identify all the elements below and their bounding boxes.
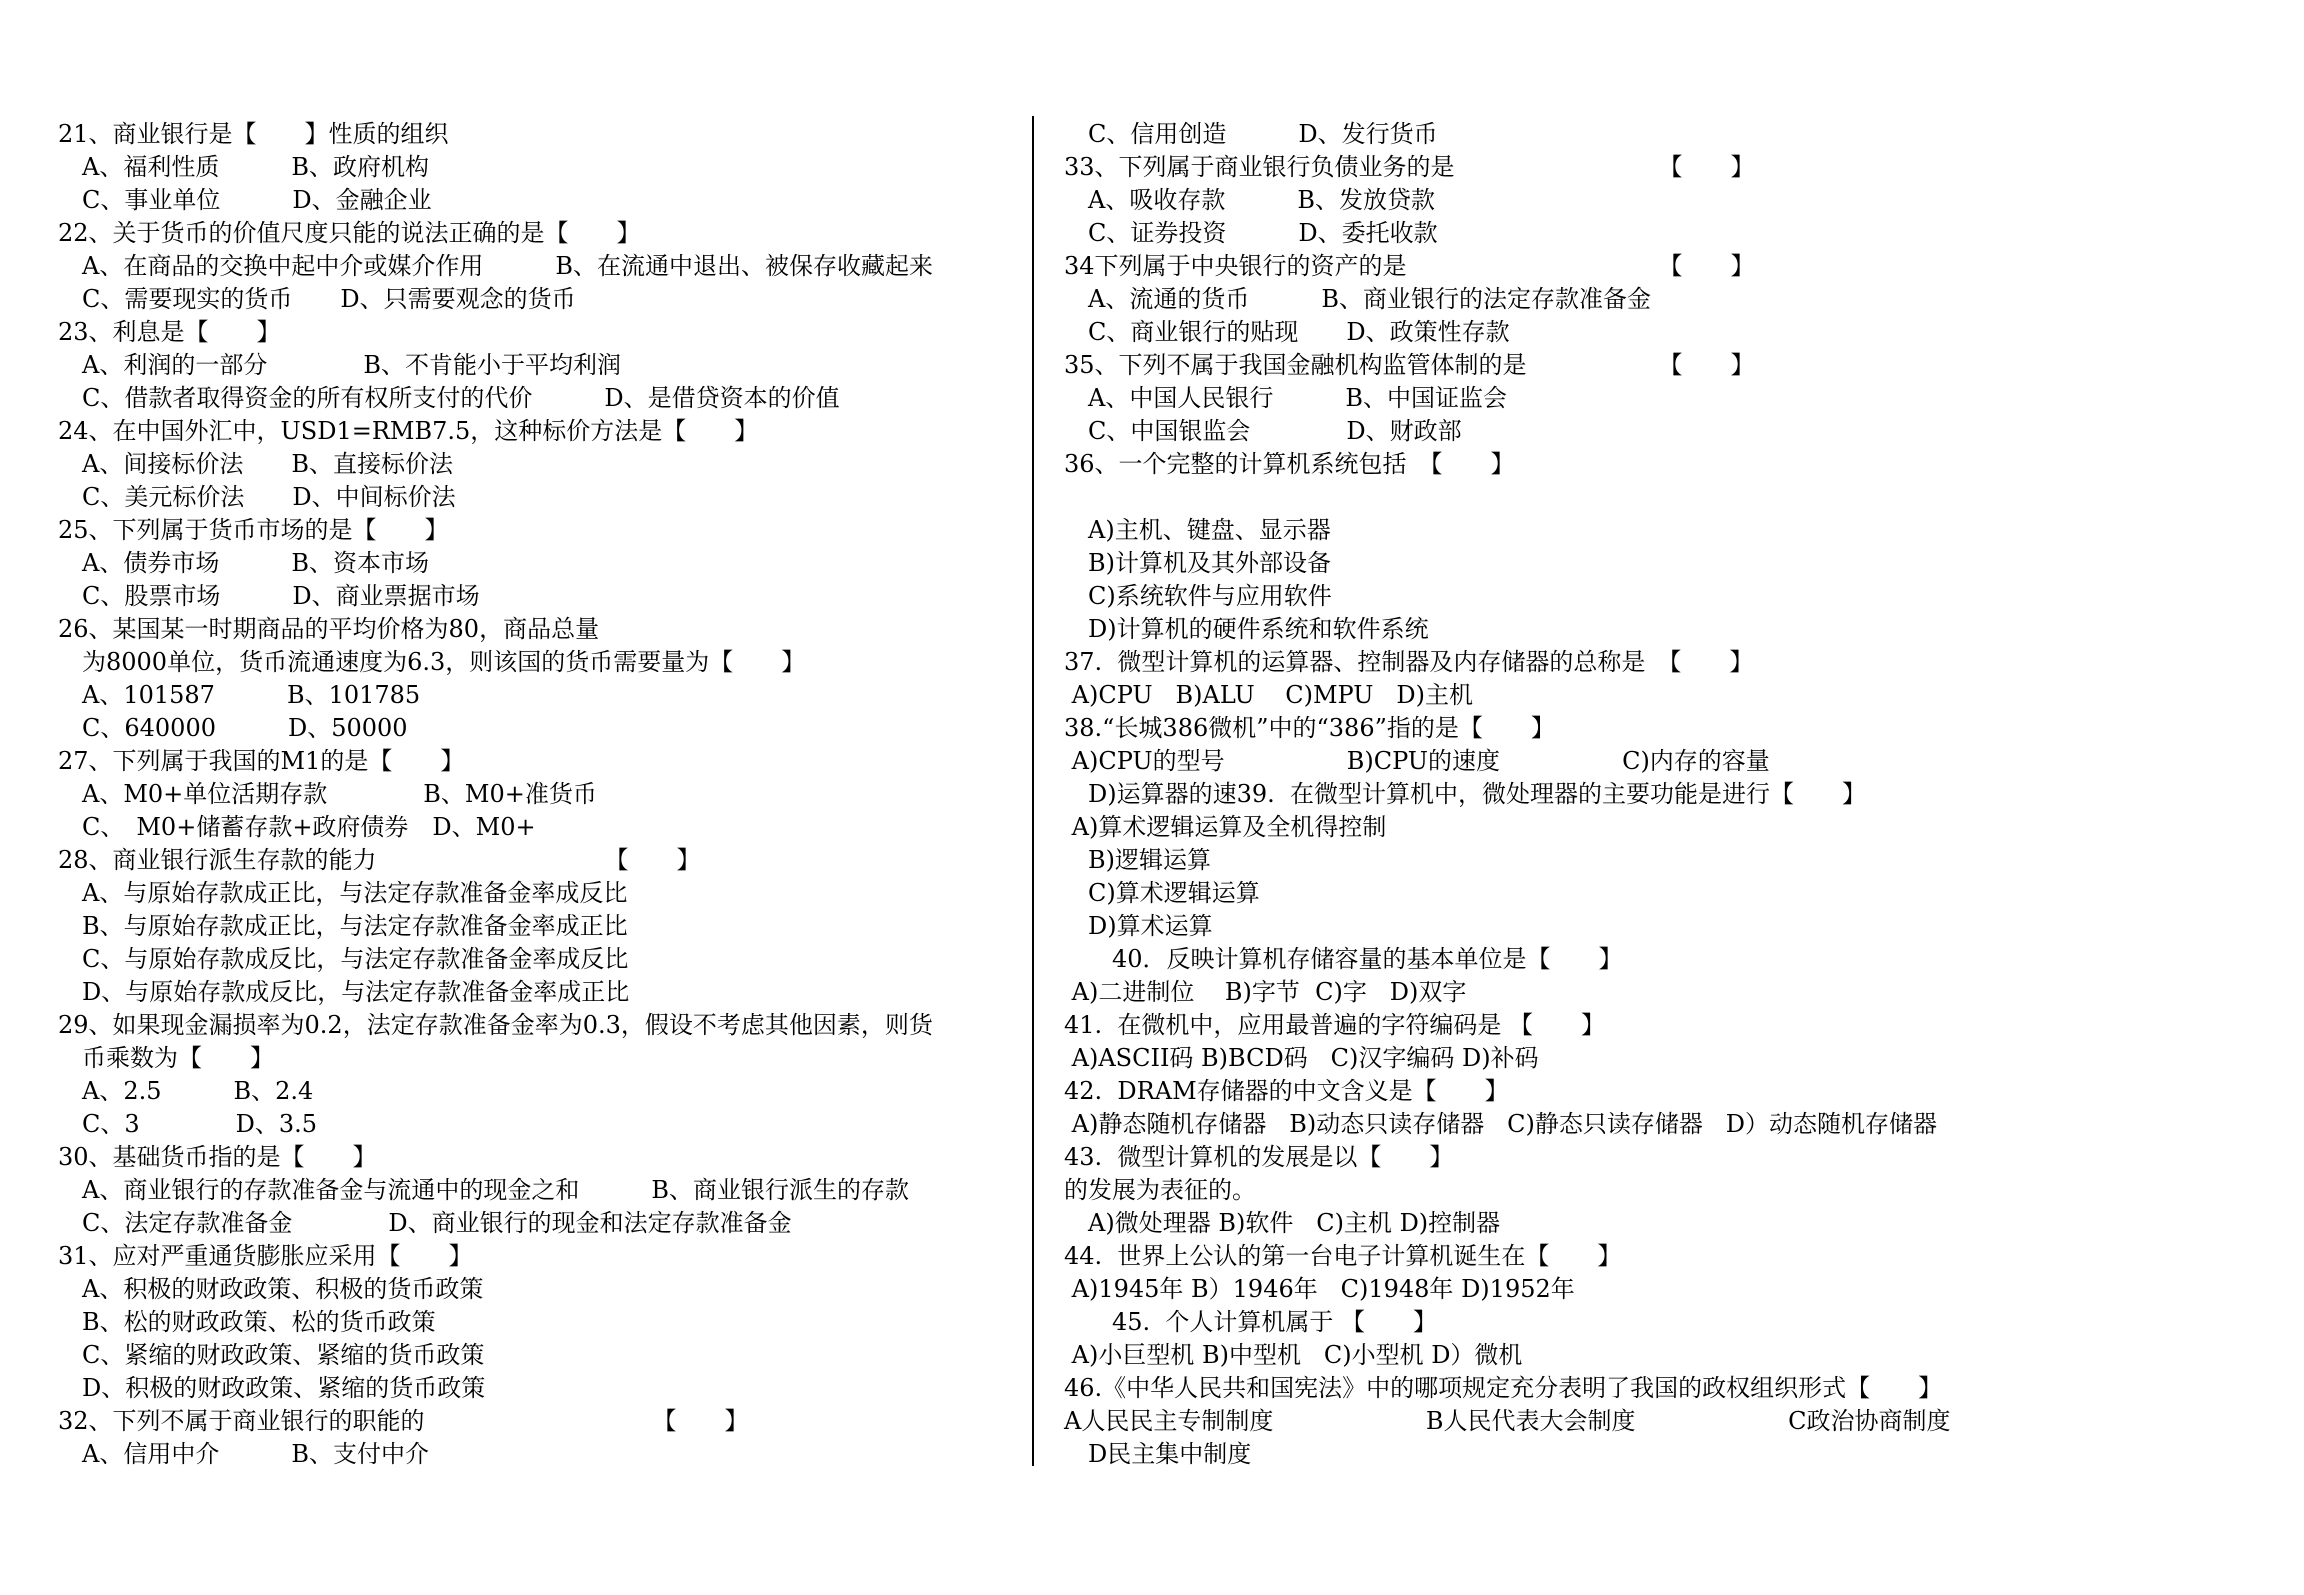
question-line: 22、关于货币的价值尺度只能的说法正确的是【 】 xyxy=(58,219,641,247)
question-line: 36、一个完整的计算机系统包括 【 】 xyxy=(1064,450,1515,478)
question-line: A)微处理器 B)软件 C)主机 D)控制器 xyxy=(1064,1209,1501,1237)
question-line: D)运算器的速39. 在微型计算机中，微处理器的主要功能是进行【 】 xyxy=(1064,780,1867,808)
question-line: C、借款者取得资金的所有权所支付的代价 D、是借贷资本的价值 xyxy=(58,384,840,412)
question-line: 32、下列不属于商业银行的职能的 【 】 xyxy=(58,1407,749,1435)
question-line: A、与原始存款成正比，与法定存款准备金率成反比 xyxy=(58,879,628,907)
question-line: 42. DRAM存储器的中文含义是【 】 xyxy=(1064,1077,1509,1105)
left-question-column xyxy=(58,118,1018,1471)
question-line: A、积极的财政政策、积极的货币政策 xyxy=(58,1275,484,1303)
question-line: C、 M0+储蓄存款+政府债券 D、M0+ xyxy=(58,813,536,841)
question-line: C、美元标价法 D、中间标价法 xyxy=(58,483,456,511)
question-line: C、事业单位 D、金融企业 xyxy=(58,186,432,214)
question-line: 币乘数为【 】 xyxy=(58,1044,274,1072)
question-line: D、与原始存款成反比，与法定存款准备金率成正比 xyxy=(58,978,630,1006)
question-line: A)ASCII码 B)BCD码 C)汉字编码 D)补码 xyxy=(1064,1044,1539,1072)
question-line: 30、基础货币指的是【 】 xyxy=(58,1143,377,1171)
question-line: C、证券投资 D、委托收款 xyxy=(1064,219,1438,247)
question-line: A、流通的货币 B、商业银行的法定存款准备金 xyxy=(1064,285,1651,313)
question-line: A)1945年 B）1946年 C)1948年 D)1952年 xyxy=(1064,1275,1575,1303)
question-line: A)CPU的型号 B)CPU的速度 C)内存的容量 xyxy=(1064,747,1770,775)
question-line: C)算术逻辑运算 xyxy=(1064,879,1260,907)
question-line: B)计算机及其外部设备 xyxy=(1064,549,1331,577)
question-line: 23、利息是【 】 xyxy=(58,318,281,346)
column-divider xyxy=(1032,116,1034,1466)
question-line: D)计算机的硬件系统和软件系统 xyxy=(1064,615,1429,643)
question-line: A)CPU B)ALU C)MPU D)主机 xyxy=(1064,681,1473,709)
question-line: A)静态随机存储器 B)动态只读存储器 C)静态只读存储器 D）动态随机存储器 xyxy=(1064,1110,1937,1138)
question-line: D民主集中制度 xyxy=(1064,1440,1252,1468)
question-line: C)系统软件与应用软件 xyxy=(1064,582,1332,610)
question-line: 29、如果现金漏损率为0.2，法定存款准备金率为0.3，假设不考虑其他因素，则货 xyxy=(58,1011,933,1039)
question-line: 33、下列属于商业银行负债业务的是 【 】 xyxy=(1064,153,1755,181)
question-line: A、2.5 B、2.4 xyxy=(58,1077,314,1105)
question-line: A)主机、键盘、显示器 xyxy=(1064,516,1331,544)
question-line: A、中国人民银行 B、中国证监会 xyxy=(1064,384,1507,412)
question-line: C、信用创造 D、发行货币 xyxy=(1064,120,1438,148)
question-line: C、商业银行的贴现 D、政策性存款 xyxy=(1064,318,1510,346)
question-line: C、640000 D、50000 xyxy=(58,714,408,742)
question-line: 45. 个人计算机属于 【 】 xyxy=(1064,1308,1438,1336)
question-line: C、紧缩的财政政策、紧缩的货币政策 xyxy=(58,1341,485,1369)
question-line: A、信用中介 B、支付中介 xyxy=(58,1440,429,1468)
question-line: A人民民主专制制度 B人民代表大会制度 C政治协商制度 xyxy=(1064,1407,1951,1435)
question-line: 26、某国某一时期商品的平均价格为80，商品总量 xyxy=(58,615,600,643)
question-line: A、M0+单位活期存款 B、M0+准货币 xyxy=(58,780,597,808)
question-line: C、法定存款准备金 D、商业银行的现金和法定存款准备金 xyxy=(58,1209,792,1237)
question-line: 43. 微型计算机的发展是以【 】 xyxy=(1064,1143,1454,1171)
question-line: 25、下列属于货币市场的是【 】 xyxy=(58,516,449,544)
question-line: 31、应对严重通货膨胀应采用【 】 xyxy=(58,1242,473,1270)
question-line: A、吸收存款 B、发放贷款 xyxy=(1064,186,1435,214)
question-line: A、债券市场 B、资本市场 xyxy=(58,549,429,577)
question-line: B、与原始存款成正比，与法定存款准备金率成正比 xyxy=(58,912,628,940)
question-line: 44. 世界上公认的第一台电子计算机诞生在【 】 xyxy=(1064,1242,1622,1270)
question-line: 21、商业银行是【 】性质的组织 xyxy=(58,120,449,148)
question-line: B、松的财政政策、松的货币政策 xyxy=(58,1308,436,1336)
question-line: 37. 微型计算机的运算器、控制器及内存储器的总称是 【 】 xyxy=(1064,648,1754,676)
question-line: B)逻辑运算 xyxy=(1064,846,1211,874)
question-line: A、间接标价法 B、直接标价法 xyxy=(58,450,453,478)
question-line: A、福利性质 B、政府机构 xyxy=(58,153,429,181)
right-question-column xyxy=(1064,118,2264,1471)
question-line: A)二进制位 B)字节 C)字 D)双字 xyxy=(1064,978,1467,1006)
question-line: A、101587 B、101785 xyxy=(58,681,421,709)
question-line: 35、下列不属于我国金融机构监管体制的是 【 】 xyxy=(1064,351,1755,379)
question-line: 46.《中华人民共和国宪法》中的哪项规定充分表明了我国的政权组织形式【 】 xyxy=(1064,1374,1943,1402)
question-line: C、股票市场 D、商业票据市场 xyxy=(58,582,480,610)
question-line: 24、在中国外汇中，USD1=RMB7.5，这种标价方法是【 】 xyxy=(58,417,759,445)
question-line: 41. 在微机中，应用最普遍的字符编码是 【 】 xyxy=(1064,1011,1606,1039)
question-line: A、利润的一部分 B、不肯能小于平均利润 xyxy=(58,351,621,379)
question-line: C、需要现实的货币 D、只需要观念的货币 xyxy=(58,285,576,313)
question-line: A)算术逻辑运算及全机得控制 xyxy=(1064,813,1387,841)
question-line: A)小巨型机 B)中型机 C)小型机 D）微机 xyxy=(1064,1341,1523,1369)
question-line: 的发展为表征的。 xyxy=(1064,1176,1256,1204)
question-line: 40．反映计算机存储容量的基本单位是【 】 xyxy=(1064,945,1623,973)
question-line: 28、商业银行派生存款的能力 【 】 xyxy=(58,846,701,874)
question-line: C、3 D、3.5 xyxy=(58,1110,318,1138)
question-line: C、与原始存款成反比，与法定存款准备金率成反比 xyxy=(58,945,629,973)
question-line: D)算术运算 xyxy=(1064,912,1213,940)
question-line: D、积极的财政政策、紧缩的货币政策 xyxy=(58,1374,486,1402)
question-line: 38.“长城386微机”中的“386”指的是【 】 xyxy=(1064,714,1555,742)
question-line: A、商业银行的存款准备金与流通中的现金之和 B、商业银行派生的存款 xyxy=(58,1176,909,1204)
question-line: 27、下列属于我国的M1的是【 】 xyxy=(58,747,465,775)
question-line: 为8000单位，货币流通速度为6.3，则该国的货币需要量为【 】 xyxy=(58,648,806,676)
question-line: C、中国银监会 D、财政部 xyxy=(1064,417,1462,445)
question-line: 34下列属于中央银行的资产的是 【 】 xyxy=(1064,252,1755,280)
question-line: A、在商品的交换中起中介或媒介作用 B、在流通中退出、被保存收藏起来 xyxy=(58,252,933,280)
question-line xyxy=(1064,481,2264,514)
